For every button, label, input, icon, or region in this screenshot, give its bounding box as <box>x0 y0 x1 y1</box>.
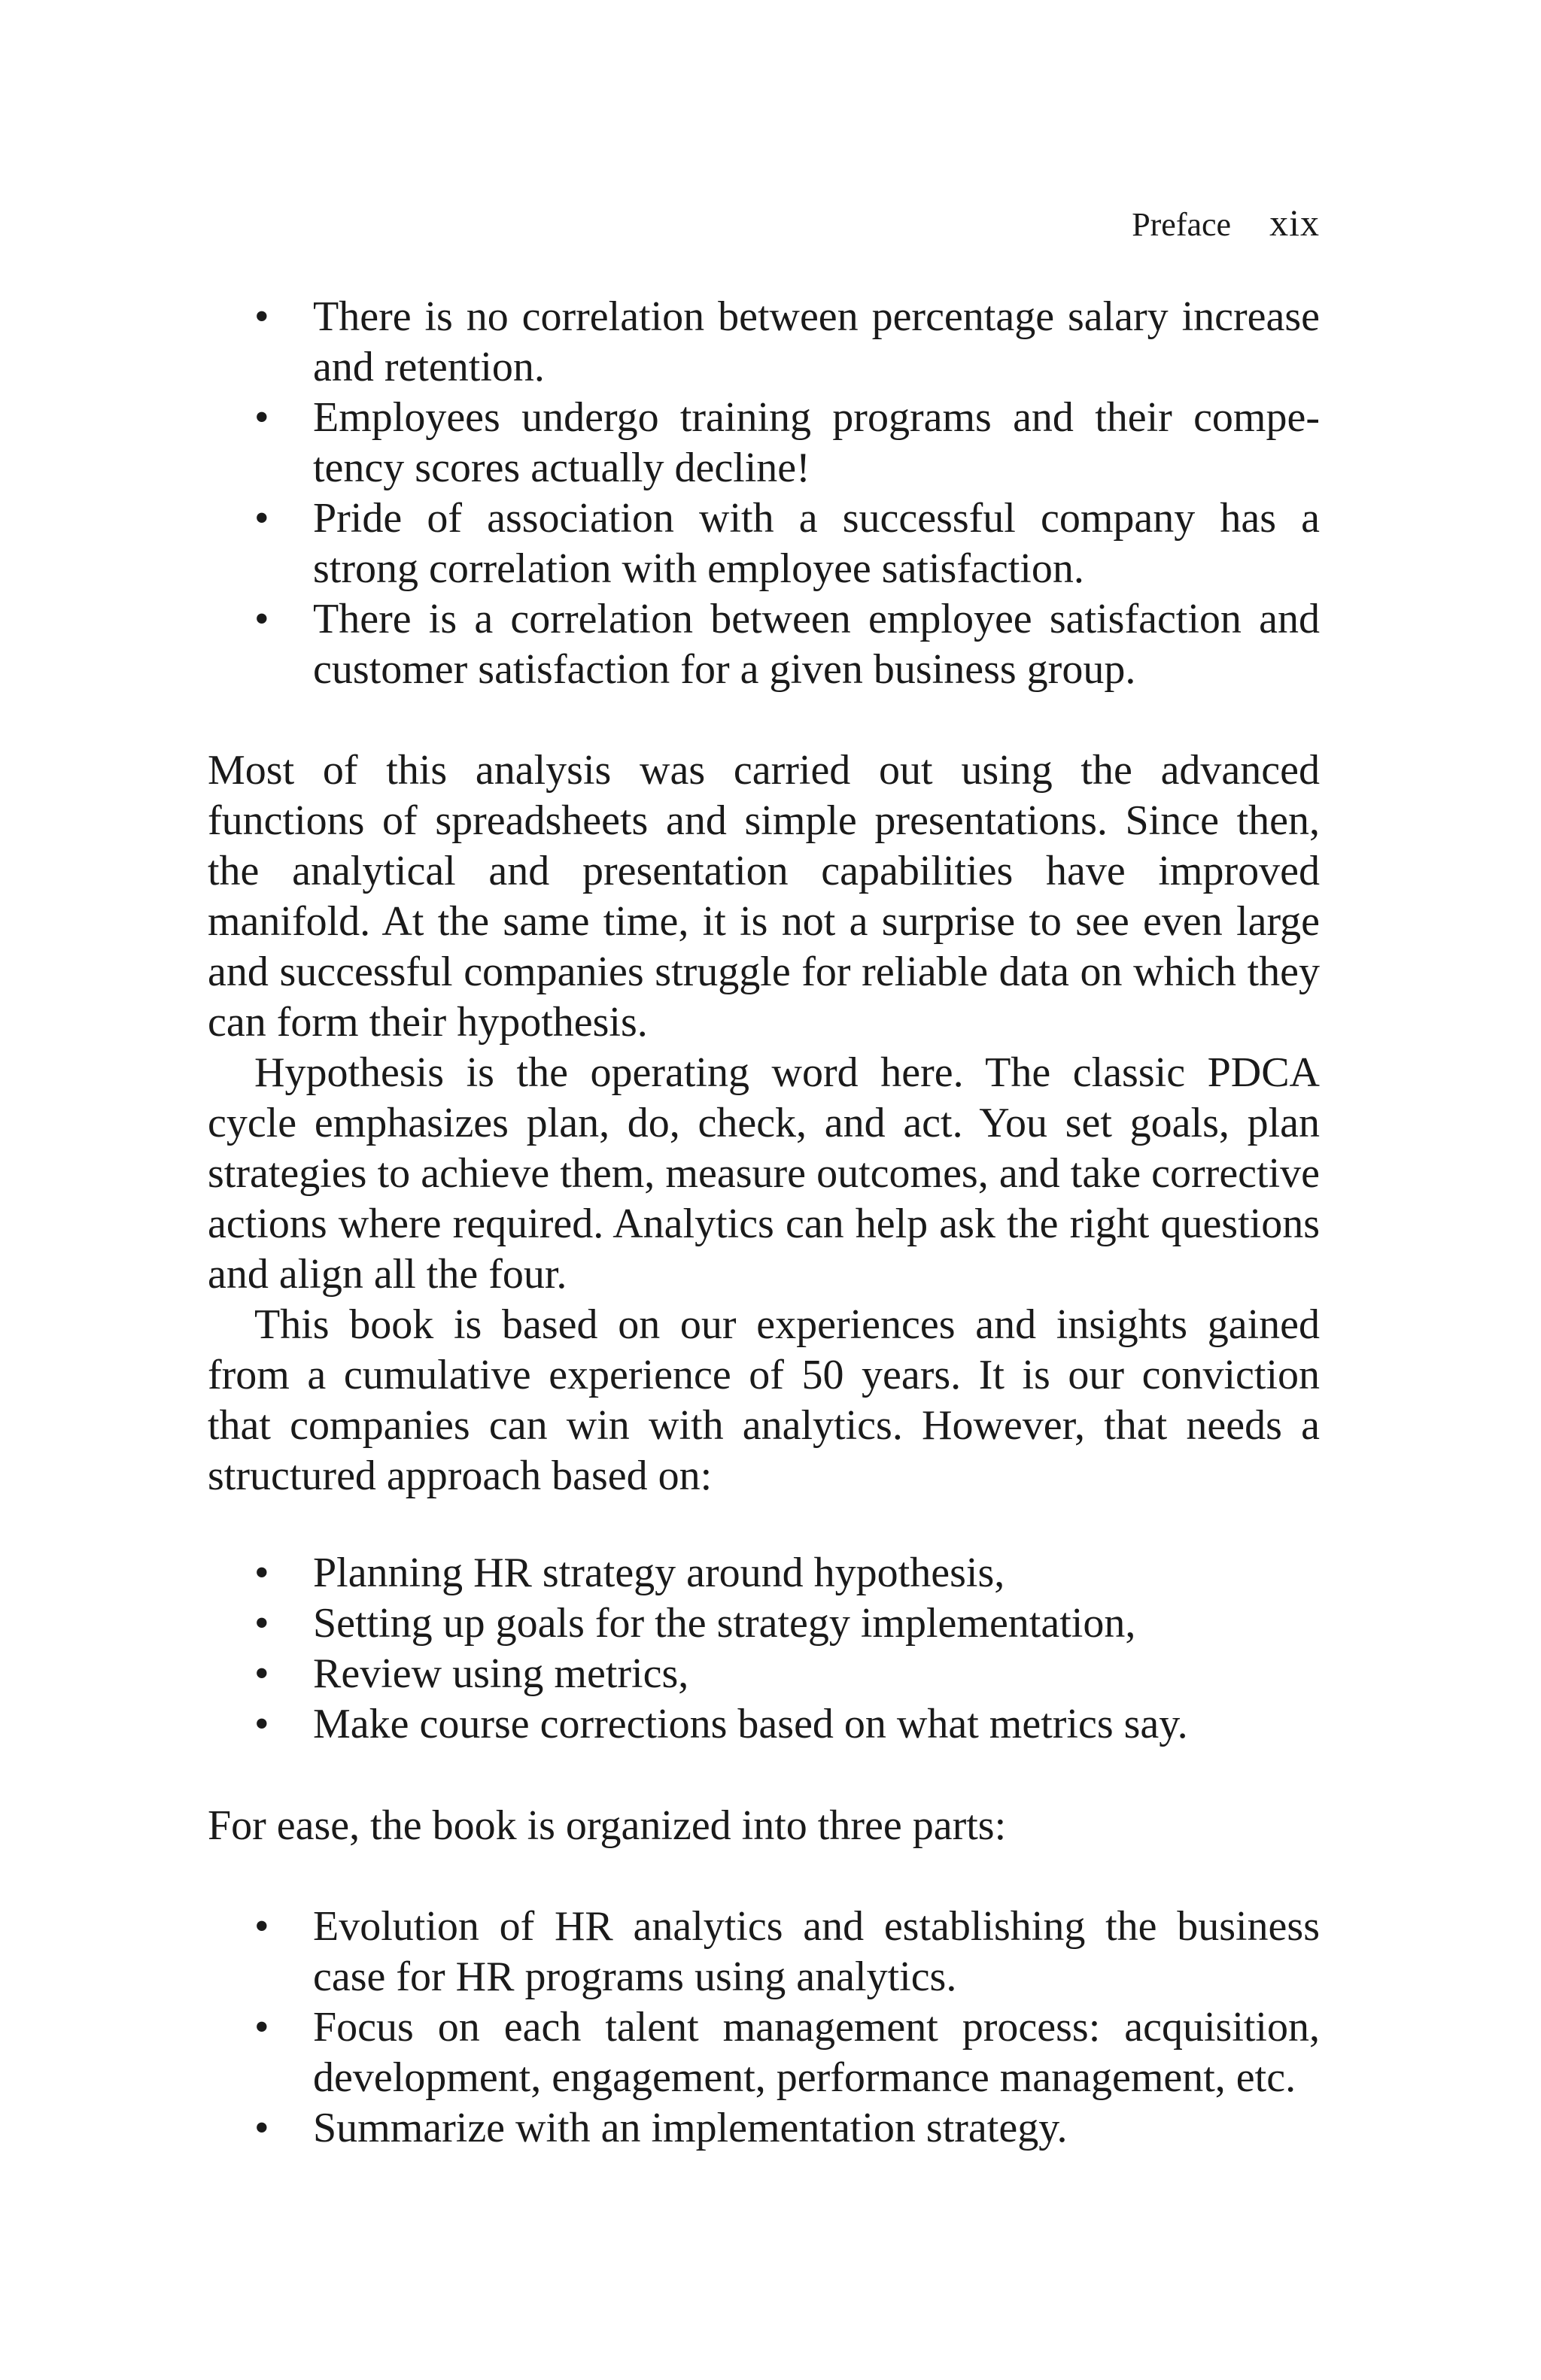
bullet-list-parts <box>208 1902 1320 2154</box>
list-item <box>254 1649 1320 1699</box>
page-number: xix <box>1269 202 1320 244</box>
list-item-text: There is no correlation between percentage salary increase and retention. <box>313 293 1320 390</box>
bullet-icon: • <box>254 2105 269 2151</box>
list-item <box>254 594 1320 695</box>
list-item-text: Focus on each talent management process: acquisition, development, engagement, performance management, etc. <box>313 2004 1320 2101</box>
bullet-icon: • <box>254 394 269 441</box>
list-item-text: Planning HR strategy around hypothesis, <box>313 1550 1005 1596</box>
body-paragraphs <box>208 745 1320 1501</box>
bullet-icon: • <box>254 1600 269 1647</box>
paragraph-parts-intro: For ease, the book is organized into three parts: <box>208 1802 1007 1849</box>
list-item-text: Make course corrections based on what metrics say. <box>313 1701 1188 1747</box>
list-item <box>254 1548 1320 1598</box>
bullet-icon: • <box>254 596 269 642</box>
list-item-text: Evolution of HR analytics and establishing the business case for HR programs using analytics. <box>313 1903 1320 2000</box>
running-head-title: Preface <box>1132 206 1232 243</box>
bullet-icon: • <box>254 1903 269 1950</box>
list-item <box>254 292 1320 393</box>
list-item <box>254 2103 1320 2154</box>
bullet-icon: • <box>254 495 269 542</box>
list-item-text: There is a correlation between employee satisfaction and customer satisfaction for a given business group. <box>313 596 1320 693</box>
bullet-icon: • <box>254 1701 269 1747</box>
paragraph-analysis: Most of this analysis was carried out using the advanced functions of spreadsheets and simple presentations. Since then, the analytical and presentation capabilities have improved manifold. At the same time, it is not a surprise to see even large and successful companies struggle for reliable data on which they can form their hypothesis. <box>208 747 1320 1046</box>
list-item <box>254 493 1320 594</box>
list-item-text: Review using metrics, <box>313 1650 689 1697</box>
running-head <box>1132 199 1320 249</box>
bullet-icon: • <box>254 2004 269 2051</box>
list-item <box>254 2002 1320 2103</box>
paragraph-hypothesis: Hypothesis is the operating word here. The classic PDCA cycle emphasizes plan, do, check, and act. You set goals, plan strategies to achieve them, measure outcomes, and take corrective actions where required. Analytics can help ask the right questions and align all the four. <box>208 1049 1320 1298</box>
list-item-text: Employees undergo training programs and their competency scores actually decline! <box>313 394 1320 491</box>
bullet-list-approach <box>208 1548 1320 1750</box>
bullet-list-findings <box>208 292 1320 695</box>
book-page <box>208 0 1320 2380</box>
bullet-icon: • <box>254 1550 269 1596</box>
list-item <box>254 393 1320 493</box>
list-item <box>254 1598 1320 1649</box>
list-item-text: Pride of association with a successful company has a strong correlation with employee satisfaction. <box>313 495 1320 592</box>
parts-intro <box>208 1801 1320 1851</box>
bullet-icon: • <box>254 1650 269 1697</box>
list-item <box>254 1902 1320 2002</box>
list-item <box>254 1699 1320 1750</box>
bullet-icon: • <box>254 293 269 340</box>
list-item-text: Summarize with an implementation strategy. <box>313 2105 1068 2151</box>
paragraph-book-basis: This book is based on our experiences and insights gained from a cumulative experience of 50 years. It is our conviction that companies can win with analytics. However, that needs a structured approach based on: <box>208 1301 1320 1499</box>
list-item-text: Setting up goals for the strategy implementation, <box>313 1600 1136 1647</box>
